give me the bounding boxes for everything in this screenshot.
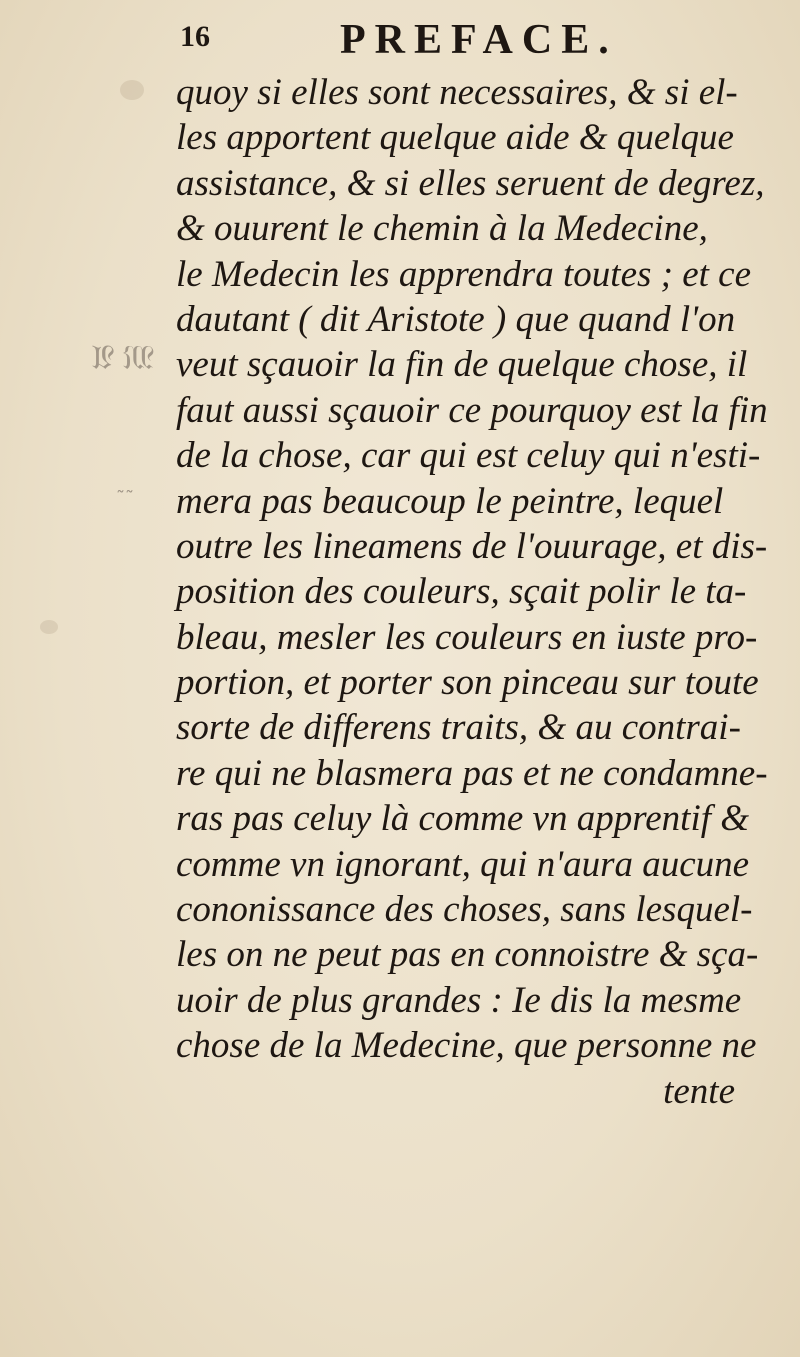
text-line: portion, et porter son pinceau sur toute (176, 662, 759, 704)
text-line: quoy si elles sont necessaires, & si el- (176, 72, 738, 113)
text-line: de la chose, car qui est celuy qui n'esti- (176, 435, 761, 477)
paper-stain (40, 620, 58, 634)
page-number: 16 (180, 20, 210, 53)
catchword: tente (663, 1070, 735, 1112)
text-line: veut sçauoir la fin de quelque chose, il (176, 344, 748, 386)
text-line: cononissance des choses, sans lesquel- (176, 889, 753, 931)
show-through-mark: ˜˜ (116, 488, 134, 509)
text-line: position des couleurs, sçait polir le ta- (176, 571, 747, 613)
text-line: dautant ( dit Aristote ) que quand l'on (176, 298, 736, 340)
text-line: les on ne peut pas en connoistre & sça- (176, 934, 759, 976)
body-text (176, 70, 791, 1114)
text-line: comme vn ignorant, qui n'aura aucune (176, 843, 750, 885)
text-line: & ouurent le chemin à la Medecine, (176, 208, 708, 250)
text-line: ras pas celuy là comme vn apprentif & (176, 798, 750, 840)
text-line: le Medecin les apprendra toutes ; et ce (176, 253, 752, 295)
paper-stain (120, 80, 144, 100)
text-line: outre les lineamens de l'ouurage, et dis- (176, 525, 768, 567)
running-head: PREFACE. (340, 17, 618, 63)
text-line: assistance, & si elles seruent de degrez, (176, 162, 765, 204)
page-header (176, 14, 736, 64)
text-line: re qui ne blasmera pas et ne condamne- (176, 752, 768, 794)
text-line: mera pas beaucoup le peintre, lequel (176, 480, 724, 522)
show-through-ink: 𝔐 𝔄 (91, 340, 154, 377)
text-line: sorte de differens traits, & au contrai- (176, 707, 741, 749)
text-line: les apportent quelque aide & quelque (176, 117, 734, 159)
text-line: uoir de plus grandes : Ie dis la mesme (176, 979, 742, 1021)
text-line: chose de la Medecine, que personne ne (176, 1025, 757, 1067)
text-line: faut aussi sçauoir ce pourquoy est la fin (176, 389, 768, 431)
text-line: bleau, mesler les couleurs en iuste pro- (176, 616, 758, 658)
